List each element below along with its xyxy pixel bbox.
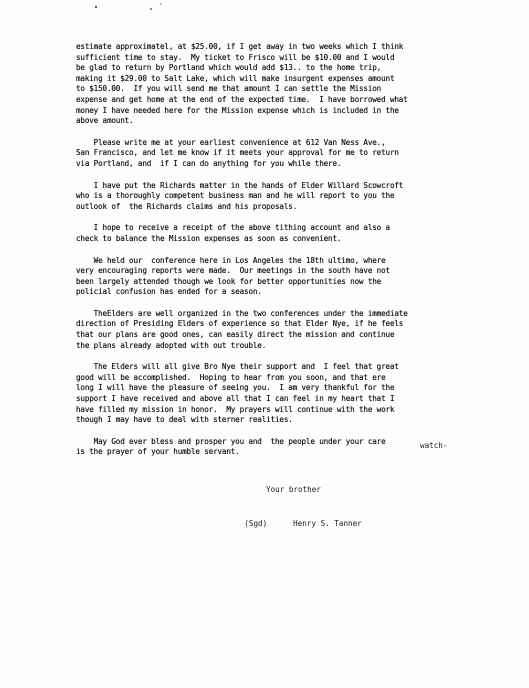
paragraph-line: TheElders are well organized in the two conferences under the immediate: [76, 308, 408, 318]
scan-specks: [0, 0, 529, 30]
paragraph-line: very encouraging reports were made. Our meetings in the south have not: [76, 266, 390, 276]
paragraph-line: making it $29.00 to Salt Lake, which will make insurgent expenses amount: [76, 73, 395, 83]
paragraph-line: Please write me at your earliest convenience at 612 Van Ness Ave.,: [76, 137, 386, 147]
paragraph-line: support I have received and above all that I can feel in my heart that I: [76, 394, 395, 404]
paragraph-line: We held our conference here in Los Angeles the 18th ultimo, where: [76, 255, 386, 265]
letter-body: [76, 42, 516, 469]
paragraph-line: direction of Presiding Elders of experience so that Elder Nye, if he feels: [76, 319, 404, 329]
paragraph-line: to $150.00. If you will send me that amount I can settle the Mission: [76, 84, 382, 94]
letter-paragraph: [76, 362, 516, 426]
letter-paragraph: [76, 309, 516, 351]
letter-paragraph: [76, 437, 516, 458]
paragraph-line: May God ever bless and prosper you and the people under your care: [76, 436, 386, 446]
signature-mark: (Sgd): [244, 518, 268, 528]
paragraph-line: via Portland, and if I can do anything for you while there.: [76, 158, 342, 168]
paragraph-line: I have put the Richards matter in the hands of Elder Willard Scowcroft: [76, 180, 404, 190]
paragraph-line: long I will have the pleasure of seeing you. I am very thankful for the: [76, 383, 395, 393]
paragraph-line: policial confusion has ended for a season.: [76, 287, 262, 297]
paragraph-line: I hope to receive a receipt of the above tithing account and also a: [76, 223, 390, 233]
paragraph-line: estimate approximatel, at $25.00, if I get away in two weeks which I think: [76, 42, 404, 51]
letter-paragraph: [76, 138, 516, 170]
interlinear-insert: watch-: [420, 441, 448, 450]
paragraph-line: been largely attended though we look for better opportunities now the: [76, 276, 382, 286]
paragraph-line: that our plans are good ones, can easily direct the mission and continue: [76, 330, 395, 340]
letter-paragraph: [76, 181, 516, 213]
signature-name: Henry S. Tanner: [293, 518, 362, 528]
paragraph-line: good will be accomplished. Hoping to hear from you soon, and that ere: [76, 372, 386, 382]
letter-closing: Your brother: [266, 485, 321, 494]
paragraph-line: who is a thoroughly competent business man and he will report to you the: [76, 191, 395, 201]
paragraph-line: have filled my mission in honor. My prayers will continue with the work: [76, 404, 395, 414]
letter-paragraph: [76, 42, 516, 127]
paragraph-line: check to balance the Mission expenses as soon as convenient.: [76, 233, 342, 243]
paragraph-line: is the prayer of your humble servant.: [76, 447, 240, 457]
paragraph-line: money I have needed here for the Mission expense which is included in the: [76, 105, 399, 115]
paragraph-line: though I may have to deal with sterner realities.: [76, 415, 293, 425]
paragraph-line: the plans already adopted with out trouble.: [76, 340, 267, 350]
signature-block: [226, 508, 362, 540]
paragraph-line: expense and get home at the end of the expected time. I have borrowed what: [76, 94, 408, 104]
letter-paragraph: [76, 256, 516, 298]
letter-paragraph: [76, 223, 516, 244]
paragraph-line: San Francisco, and let me know if it meets your approval for me to return: [76, 148, 399, 158]
paragraph-line: sufficient time to stay. My ticket to Frisco will be $10.00 and I would: [76, 52, 395, 62]
paragraph-line: be glad to return by Portland which would add $13.. to the home trip,: [76, 63, 382, 73]
paragraph-line: outlook of the Richards claims and his proposals.: [76, 201, 298, 211]
paragraph-line: above amount.: [76, 116, 134, 126]
paragraph-line: The Elders will all give Bro Nye their support and I feel that great: [76, 362, 399, 372]
